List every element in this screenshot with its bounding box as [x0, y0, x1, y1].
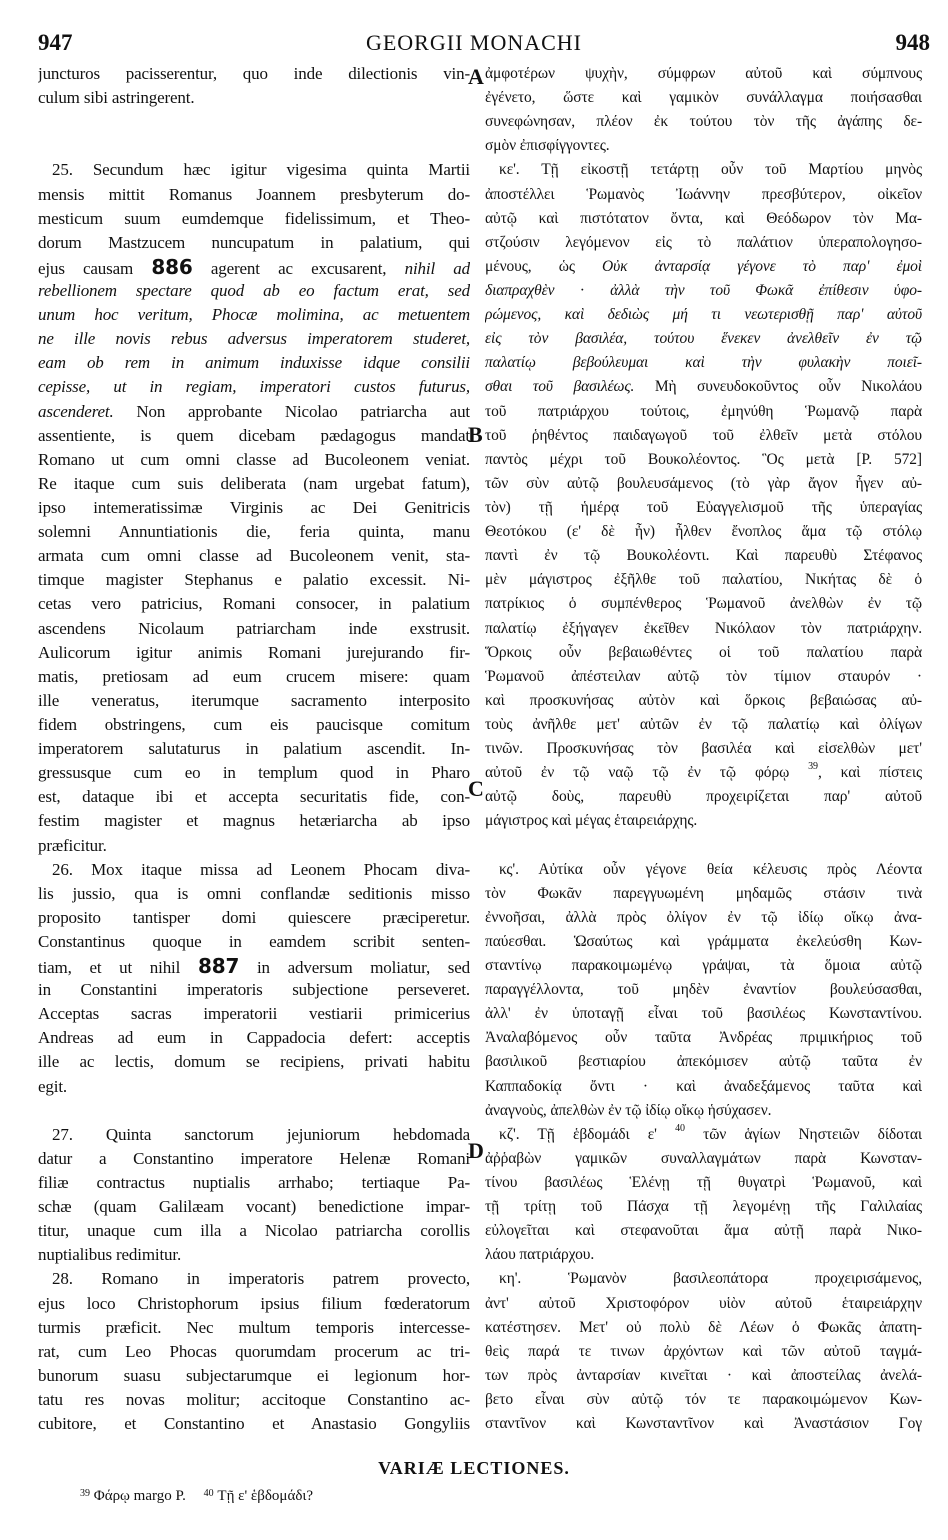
text-line: 27. Quinta sanctorum jejuniorum hebdomada	[52, 1124, 470, 1144]
text-line: τὸν Φωκᾶν παρεγγυωμένη μηδαμῶς στάσιν τινὰ	[485, 884, 922, 902]
text-line: τοῦ πατριάρχου τούτοις, ἐμηνύθη Ῥωμανῷ παρὰ	[485, 402, 922, 420]
text-line	[485, 1123, 922, 1147]
text-line: tatu res novas molitur; accitoque Constantino ac-	[38, 1390, 470, 1410]
text-line: Andreas ad eum in Cappadocia defert: acceptis	[38, 1028, 470, 1048]
text-line: ἀλλ' ἐν ὑποταγῇ εἶναι τοῦ βασιλέως Κωνσταντίνου.	[485, 1005, 922, 1023]
text-line: τὸν) τῇ ἡμέρᾳ τοῦ Εὐαγγελισμοῦ τῆς ὑπεραγίας	[485, 498, 922, 516]
text-run: ejus causam	[38, 258, 152, 278]
text-line: παλατίῳ βεβούλευμαι καὶ τὴν φυλακὴν ποιεῖ-	[485, 354, 922, 372]
margin-mark-b: B	[468, 422, 483, 447]
text-line: κε'. Τῇ εἰκοστῇ τετάρτῃ οὖν τοῦ Μαρτίου μηνὸς	[499, 161, 922, 179]
text-line: σταντίνῳ παρακοιμωμένῳ γράψαι, τὰ ὅμοια αὐτῷ	[485, 957, 922, 975]
text-line: eam ob rem in animum induxisse idque consilii	[38, 353, 470, 373]
text-line: ἀποστέλλει Ῥωμανὸς Ἰωάννην πρεσβύτερον, οἰκεῖον	[485, 185, 922, 203]
text-line: εὐλογεῖται καὶ στεφανοῦται ἅμα αὐτῇ παρὰ Νικο-	[485, 1222, 922, 1240]
text-line: præficitur.	[38, 835, 107, 855]
text-line: 25. Secundum hæc igitur vigesima quinta Martii	[52, 160, 470, 180]
text-line: dorum Mastzucem nuncupatum in palatium, qui	[38, 232, 470, 252]
text-run: , καὶ πίστεις	[817, 764, 922, 782]
line-gap	[38, 1099, 470, 1123]
text-run: tiam, et ut nihil	[38, 958, 198, 978]
text-line: στζούσιν λεγόμενον εἰς τὸ παλάτιον ὑπεραπολογησο-	[485, 233, 922, 251]
text-line: παντὶ ἐν τῷ Βουκολέοντι. Καὶ παρευθὺ Στέφανος	[485, 547, 922, 565]
text-line: τοὺς ἀνῆλθε μετ' αὐτῶν ἐν τῷ παλατίῳ καὶ ὀλίγων	[485, 715, 922, 733]
footnote	[204, 1488, 313, 1504]
text-run: ·	[554, 281, 611, 299]
line-gap	[38, 134, 470, 158]
text-run: τῶν ἁγίων Νηστειῶν δίδοται	[684, 1125, 922, 1143]
text-line: egit.	[38, 1076, 67, 1096]
text-line: mesticum suum eumdemque fidelissimum, et Theo-	[38, 208, 470, 228]
text-line: αὐτῷ καὶ πιστότατον ὄντα, καὶ Θεόδωρον τὸν Μα-	[485, 209, 922, 227]
text-line: matis, pretiosam ad eum crucem misere: quam	[38, 666, 470, 686]
text-line: ἐγένετο, ὥστε καὶ γαμικὸν συνάλλαγμα ποιήσασθαι	[485, 89, 922, 107]
text-line: καὶ προσκυνήσας αὐτὸν καὶ ὅρκοις βεβαιώσας αὐ-	[485, 691, 922, 709]
text-line: Romano ut cum omni classe ad Bucoleonem veniat.	[38, 449, 470, 469]
text-line: unum hoc veritum, Phocæ molimina, ac metuentem	[38, 305, 470, 325]
text-line: 26. Mox itaque missa ad Leonem Phocam diva-	[52, 859, 470, 879]
text-line: ascendens Nicolaum patriarcham inde exstrusit.	[38, 618, 470, 638]
footnotes	[80, 1488, 327, 1505]
text-line: titur, unaque cum illa a Nicolao patriarcha corollis	[38, 1221, 470, 1241]
text-line: τῇ τρίτῃ τοῦ Πάσχα τῇ λεγομένῃ τῆς Γαλιλαίας	[485, 1198, 922, 1216]
text-line: in Constantini imperatoris subjectione perseveret.	[38, 980, 470, 1000]
page-number-left: 947	[38, 30, 73, 55]
text-line: filiæ contractus nuptialis arrhabo; tertiaque Pa-	[38, 1173, 470, 1193]
text-line: assentiente, is quem dicebam pædagogus mandat	[38, 425, 470, 445]
text-line: ille veneratus, iterumque sacramento interposito	[38, 690, 470, 710]
text-line: festim magister et magnus hetæriarcha ab ipso	[38, 811, 470, 831]
page-header	[0, 0, 948, 60]
text-line: timque magister Stephanus e palatio excessit. Ni-	[38, 570, 470, 590]
text-line	[38, 954, 470, 978]
greek-column	[485, 62, 922, 1436]
text-line: τοῦ ῥηθέντος παιδαγωγοῦ τοῦ ἐλθεῖν μετὰ στόλου	[485, 426, 922, 444]
text-line: παύεσθαι. Ὡσαύτως καὶ γράμματα ἐκελεύσθη Κων-	[485, 932, 922, 950]
text-line: θεὶς παρά τε τινων ἀρχόντων καὶ τῶν αὐτοῦ ταγμά-	[485, 1342, 922, 1360]
text-line: cetas vero patricius, Romani consocer, in palatium	[38, 594, 470, 614]
text-line: μὲν μάγιστρος ἐξῆλθε τοῦ παλατίου, Νικήτας δὲ ὁ	[485, 571, 922, 589]
text-run: αὐτοῦ ἐν τῷ ναῷ τῷ ἐν τῷ φόρῳ	[485, 764, 809, 782]
running-title: GEORGII MONACHI	[365, 30, 583, 55]
text-line: bunorum suasu subjectarumque ei legionum hor-	[38, 1365, 470, 1385]
text-line: Θεοτόκου (ε' δὲ ἦν) ἦλθεν ἔνοπλος ἅμα τῷ στόλῳ	[485, 523, 922, 541]
text-line: ipso intemeratissimæ Virginis ac Dei Genitricis	[38, 497, 470, 517]
text-line: παλατίῳ ἐξήγαγεν ἐκεῖθεν Νικόλαον τὸν πατριάρχην.	[485, 619, 922, 637]
text-line: rebellionem spectare quod ab eo factum erat, sed	[38, 280, 470, 300]
text-line: ἀμφοτέρων ψυχὴν, σύμφρων αὐτοῦ καὶ σύμπνους	[485, 65, 922, 82]
text-line: Re itaque cum suis deliberata (nam urgebat fatum),	[38, 473, 470, 493]
text-line: est, dataque ibi et accepta securitatis fide, con-	[38, 787, 470, 807]
text-line: rat, cum Leo Phocas quorumdam procerum ac tri-	[38, 1341, 470, 1361]
line-gap	[38, 110, 470, 134]
text-line: lis jussio, qua is omni conflandæ seditionis misso	[38, 883, 470, 903]
text-line: ille ac lectis, domum se recipiens, privati habitu	[38, 1052, 470, 1072]
text-line: μάγιστρος καὶ μέγας ἑταιρειάρχης.	[485, 812, 698, 830]
page-marker-number: 886	[151, 254, 193, 279]
text-line: cepisse, ut in regiam, imperatori custos futurus,	[38, 377, 470, 397]
text-run: ascenderet.	[38, 401, 114, 421]
text-run: σθαι τοῦ βασιλέως.	[485, 378, 635, 396]
text-line: schæ (quam Galilæam vocant) benedictione impar-	[38, 1197, 470, 1217]
text-line: turmis præficit. Nec multum temporis intercesse-	[38, 1317, 470, 1337]
text-line: ἀντ' αὐτοῦ Χριστοφόρον υἱὸν αὐτοῦ ἑταιρειάρχην	[485, 1294, 922, 1312]
text-line: βασιλικοῦ βεστιαρίου ἀπεκόμισεν αὐτῷ ταῦτα ἐν	[485, 1053, 922, 1071]
page-number-right: 948	[895, 30, 930, 55]
text-line: αὐτῷ δοὺς, παρευθὺ προχειρίζεται παρ' αὐτοῦ	[485, 788, 922, 806]
text-line: κς'. Αὐτίκα οὖν γέγονε θεία κέλευσις πρὸς Λέοντα	[499, 860, 922, 878]
text-line: juncturos pacisserentur, quo inde dilectionis vin-	[38, 64, 470, 83]
text-line: παντὸς μέχρι τοῦ Βουκολέοντος. Ὃς μετὰ [P. 572]	[485, 450, 922, 468]
footnote-number: 39	[80, 1488, 90, 1499]
text-line	[485, 761, 922, 785]
text-line: cubitore, et Constantino et Anastasio Gongyliis	[38, 1414, 470, 1434]
text-run: agerent ac excusarent,	[192, 258, 405, 278]
footnote-ref: 40	[675, 1122, 685, 1134]
text-line: gressusque cum eo in templum quod in Pharo	[38, 763, 470, 783]
text-line: Ῥωμανοῦ ἀπέστειλαν αὐτῷ τὸν τίμιον σταυρόν ·	[485, 667, 922, 685]
text-line: ne ille novis rebus adversus imperatorem studeret,	[38, 329, 470, 349]
text-run: κζ'. Τῇ ἑβδομάδι ε'	[499, 1125, 676, 1143]
latin-column	[38, 62, 470, 1436]
text-line: Aulicorum igitur animis Romani jurejurando fir-	[38, 642, 470, 662]
text-line: βετο εἶναι σὺν αὐτῷ τόν τε παρακοιμώμενον Κων-	[485, 1391, 922, 1409]
text-line: solemni Annuntiationis die, feria quinta, manu	[38, 522, 470, 542]
text-line: ρώμενος, καὶ δεδιὼς μή τι νεωτερισθῇ παρ' αὐτοῦ	[485, 306, 922, 324]
footnote-ref: 39	[808, 761, 818, 773]
footnote-text: Φάρῳ margo P.	[93, 1488, 186, 1504]
text-line: 28. Romano in imperatoris patrem provecto,	[52, 1269, 470, 1289]
text-line: Ἀναλαβόμενος οὖν ταῦτα Ἀνδρέας πριμικήριος τοῦ	[485, 1029, 922, 1047]
text-line: culum sibi astringerent.	[38, 88, 195, 108]
text-line: Ὅρκοις οὖν βεβαιωθέντες οἱ τοῦ παλατίου παρὰ	[485, 643, 922, 661]
text-line: nuptialibus redimitur.	[38, 1245, 182, 1265]
text-line	[38, 400, 470, 424]
text-line: ἀῤῥαβὼν γαμικῶν συναλλαγμάτων παρὰ Κωνσταν-	[485, 1149, 922, 1167]
text-line: armata cum omni classe ad Bucoleonem venit, sta-	[38, 546, 470, 566]
text-run: ἀλλὰ τὴν τοῦ Φωκᾶ ἐπίθεσιν ὑφο-	[610, 281, 922, 299]
page-marker-number: 887	[197, 954, 240, 979]
text-line: πατρίκιος ὁ συμπένθερος Ῥωμανοῦ ἀνελθὼν ἐν τῷ	[485, 595, 922, 613]
text-line: σταντῖνον καὶ Κωνσταντῖνον καὶ Ἀναστάσιον Γογ	[485, 1415, 922, 1433]
text-run: Οὐκ ἀνταρσίᾳ γέγονε τὸ παρ' ἐμοὶ	[602, 257, 922, 275]
text-line: συνεφώνησαν, πλέον ἐκ τούτου τὸν τῆς ἀγάπης δε-	[485, 113, 922, 131]
text-line: σμὸν ἐπισφίγγοντες.	[485, 137, 610, 155]
text-line: τίνου βασιλέως Ἑλένῃ τῇ θυγατρὶ Ῥωμανοῦ, καὶ	[485, 1174, 922, 1192]
text-run: in adversum moliatur, sed	[239, 958, 470, 978]
text-line: των πρὸς ἀνταρσίαν κινεῖται · καὶ ἀποστείλας ἀνελά-	[485, 1366, 922, 1384]
line-gap	[485, 834, 922, 858]
text-line	[485, 279, 922, 303]
text-line: κατέστησεν. Μετ' οὐ πολὺ δὲ Λέων ὁ Φωκᾶς ἀπατη-	[485, 1318, 922, 1336]
margin-mark-d: D	[468, 1138, 484, 1163]
text-line: εἰς τὸν βασιλέα, τούτου ἕνεκεν ἀνελθεῖν ἐν τῷ	[485, 330, 922, 348]
margin-mark-a: A	[468, 64, 484, 89]
text-line: ἀναγνοὺς, ἀπελθὼν ἐν τῷ ἰδίῳ οἴκῳ ἡσύχασεν.	[485, 1101, 772, 1119]
text-line: τινῶν. Προσκυνήσας τὸν βασιλέα καὶ εἰσελθὼν μετ'	[485, 740, 922, 758]
text-line: Καππαδοκίᾳ ὄντι · καὶ ἀναδεξάμενος ταῦτα καὶ	[485, 1077, 922, 1095]
text-line: κη'. Ῥωμανὸν βασιλεοπάτορα προχειρισάμενος,	[499, 1270, 922, 1288]
text-line: fidem obstringens, cum eis paucisque comitum	[38, 714, 470, 734]
text-run: διαπραχθὲν	[485, 281, 555, 299]
footnote-text: Τῇ ε' ἑβδομάδι?	[217, 1488, 314, 1504]
text-line: mensis mittit Romanus Joannem presbyterum do-	[38, 184, 470, 204]
variae-lectiones-heading: VARIÆ LECTIONES.	[378, 1458, 570, 1478]
text-line: τῶν σὺν αὐτῷ βουλευσάμενος (τὸ γὰρ ἄγον ἦγεν αὐ-	[485, 474, 922, 492]
footnote-number: 40	[203, 1488, 214, 1499]
text-line	[485, 255, 922, 279]
text-line: παραγγέλλοντα, τοῦ μηδὲν ἐναντίον βουλεύσασθαι,	[485, 981, 922, 999]
text-line	[485, 375, 922, 399]
text-line: imperatorem salutaturus in palatium ascendit. In-	[38, 739, 470, 759]
text-line: Constantinus quoque in eamdem scribit senten-	[38, 931, 470, 951]
text-run: nihil ad	[404, 258, 470, 278]
text-run: Μὴ συνευδοκοῦντος οὖν Νικολάου	[634, 378, 922, 396]
text-run: Non approbante Nicolao patriarcha aut	[113, 401, 470, 421]
text-run: μένους, ὡς	[485, 257, 603, 275]
text-line: Acceptas sacras imperatorii vestiarii primicerius	[38, 1004, 470, 1024]
footnote	[80, 1488, 186, 1504]
text-line: λάου πατριάρχου.	[485, 1246, 595, 1264]
margin-mark-c: C	[468, 776, 484, 801]
text-line: ἐννοῆσαι, ἀλλὰ πρὸς ὀλίγον ἐν τῷ ἰδίῳ οἴκῳ ἀνα-	[485, 908, 922, 926]
text-line: proposito tantisper domi quiescere præciperetur.	[38, 907, 470, 927]
text-line: datur a Constantino imperatore Helenæ Romani	[38, 1148, 470, 1168]
text-line	[38, 255, 470, 279]
text-line: ejus loco Christophorum ipsius filium fœderatorum	[38, 1293, 470, 1313]
